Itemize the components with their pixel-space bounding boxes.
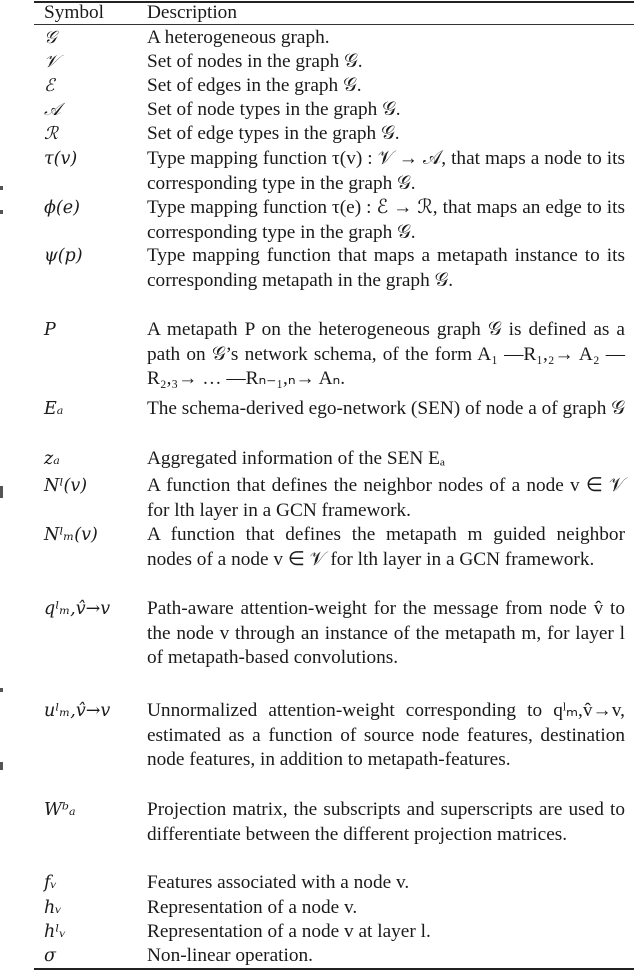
description-cell: Unnormalized attention-weight corresponding to qˡₘ,v̂→v, estimated as a function of source node features, destination node features, in addition to metapath-features. (147, 700, 625, 770)
description-cell: Aggregated information of the SEN Eₐ (147, 448, 446, 469)
symbol-cell: zₐ (44, 449, 60, 469)
symbol-cell: ℰ (44, 76, 55, 96)
symbol-cell: hˡᵥ (44, 922, 67, 942)
symbol-cell: Nˡ(v) (44, 476, 88, 496)
symbol-cell: hᵥ (44, 898, 62, 918)
symbol-cell: Nˡₘ(v) (44, 525, 98, 545)
description-cell: The schema-derived ego-network (SEN) of node a of graph 𝒢 (147, 398, 625, 419)
symbol-cell: 𝒜 (44, 100, 61, 120)
description-cell: Set of nodes in the graph 𝒢. (147, 51, 363, 72)
table-header-rule (34, 24, 634, 25)
table-bottom-rule (34, 968, 634, 970)
symbol-cell: uˡₘ,v̂→v (44, 701, 111, 721)
margin-mark (0, 762, 3, 770)
symbol-cell: Eₐ (44, 399, 64, 419)
description-cell: A metapath P on the heterogeneous graph 𝒢 is defined as a path on 𝒢’s network schema, of the form A₁ —R₁,₂→ A₂ —R₂,₃→ … —Rₙ₋₁,ₙ→ Aₙ. (147, 319, 625, 389)
margin-mark (0, 186, 3, 190)
symbol-cell: qˡₘ,v̂→v (44, 599, 111, 619)
description-cell: Type mapping function that maps a metapath instance to its corresponding metapath in the graph 𝒢. (147, 245, 625, 291)
margin-mark (0, 210, 3, 214)
margin-mark (0, 486, 3, 498)
description-cell: Projection matrix, the subscripts and superscripts are used to differentiate between the different projection matrices. (147, 799, 625, 845)
margin-mark (0, 688, 3, 692)
description-cell: A function that defines the neighbor nodes of a node v ∈ 𝒱 for lth layer in a GCN framework. (147, 475, 625, 521)
symbol-cell: σ (44, 946, 56, 966)
header-symbol: Symbol (44, 2, 104, 23)
symbol-cell: τ(v) (44, 149, 78, 169)
description-cell: Features associated with a node v. (147, 872, 410, 893)
description-cell: A function that defines the metapath m guided neighbor nodes of a node v ∈ 𝒱 for lth layer in a GCN framework. (147, 524, 625, 570)
symbol-cell: fᵥ (44, 873, 57, 893)
description-cell: Set of edge types in the graph 𝒢. (147, 123, 400, 144)
symbol-cell: 𝒢 (44, 28, 57, 48)
symbol-cell: Wᵇₐ (44, 800, 76, 820)
description-cell: Non-linear operation. (147, 945, 313, 966)
header-description: Description (147, 2, 237, 23)
description-cell: Representation of a node v. (147, 897, 358, 918)
description-cell: Set of edges in the graph 𝒢. (147, 75, 362, 96)
symbol-cell: ℛ (44, 124, 58, 144)
description-cell: Type mapping function τ(e) : ℰ → ℛ, that maps an edge to its corresponding type in the graph 𝒢. (147, 197, 625, 243)
symbol-cell: 𝒱 (44, 52, 59, 72)
symbol-cell: ϕ(e) (44, 198, 80, 218)
description-cell: Path-aware attention-weight for the message from node v̂ to the node v through an instance of the metapath m, for layer l of metapath-based convolutions. (147, 598, 625, 668)
description-cell: Representation of a node v at layer l. (147, 921, 431, 942)
description-cell: Type mapping function τ(v) : 𝒱 → 𝒜, that maps a node to its corresponding type in the graph 𝒢. (147, 148, 625, 194)
symbol-cell: P (44, 320, 56, 340)
symbol-cell: ψ(p) (44, 246, 83, 266)
description-cell: A heterogeneous graph. (147, 27, 330, 48)
description-cell: Set of node types in the graph 𝒢. (147, 99, 401, 120)
